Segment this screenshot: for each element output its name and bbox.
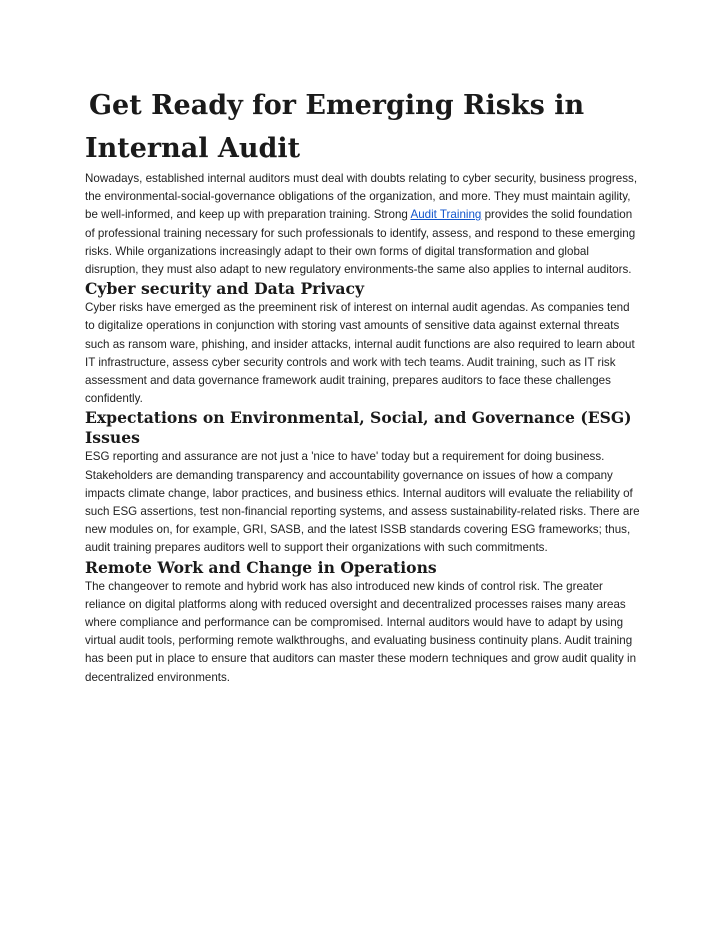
- section-body-cyber-security: Cyber risks have emerged as the preeminent risk of interest on internal audit agendas. As companies tend to digitalize operations in conjunction with storing vast amounts of sensitive data against external threats such as ransom ware, phishing, and insider attacks, internal audit functions are also required to learn about IT infrastructure, assess cyber security controls and work with tech teams. Audit training, such as IT risk assessment and data governance framework audit training, prepares auditors to face these challenges confidently.: [85, 301, 635, 406]
- section-heading-esg: Expectations on Environmental, Social, and Governance (ESG) Issues: [85, 408, 632, 448]
- intro-text-after-link: provides the solid foundation of professional training necessary for such professionals to identify, assess, and respond to these emerging risks. While organizations increasingly adapt to their own forms of digital transformation and global disruption, they must also adapt to new regulatory environments-the same also applies to internal auditors.: [85, 208, 636, 277]
- intro-paragraph: [85, 170, 640, 279]
- section-heading-remote-work: Remote Work and Change in Operations: [85, 557, 437, 577]
- title-line-2: Internal Audit: [85, 133, 301, 164]
- title-line-1: Get Ready for Emerging Risks in: [89, 90, 585, 121]
- document-page: [85, 84, 640, 687]
- section-body-esg: ESG reporting and assurance are not just a 'nice to have' today but a requirement for doing business. Stakeholders are demanding transparency and accountability governance on issues of how a company impacts climate change, labor practices, and business ethics. Internal auditors will evaluate the reliability of such ESG assertions, test non-financial reporting systems, and assess sustainability-related risks. There are new modules on, for example, GRI, SASB, and the latest ISSB standards covering ESG frameworks; thus, audit training prepares auditors well to support their organizations with such commitments.: [85, 450, 640, 555]
- page-title: [85, 84, 640, 170]
- audit-training-link[interactable]: Audit Training: [410, 208, 482, 222]
- intro-text-before-link: Nowadays, established internal auditors must deal with doubts relating to cyber security, business progress, the environmental-social-governance obligations of the organization, and more. They must maintain agility, be well-informed, and keep up with preparation training. Strong: [85, 172, 638, 222]
- section-body-remote-work: The changeover to remote and hybrid work has also introduced new kinds of control risk. The greater reliance on digital platforms along with reduced oversight and decentralized processes raises many areas where compliance and performance can be compromised. Internal auditors would have to adapt by using virtual audit tools, performing remote walkthroughs, and evaluating business continuity plans. Audit training has been put in place to ensure that auditors can master these modern techniques and grow audit quality in decentralized environments.: [85, 579, 637, 684]
- section-heading-cyber-security: Cyber security and Data Privacy: [85, 279, 365, 299]
